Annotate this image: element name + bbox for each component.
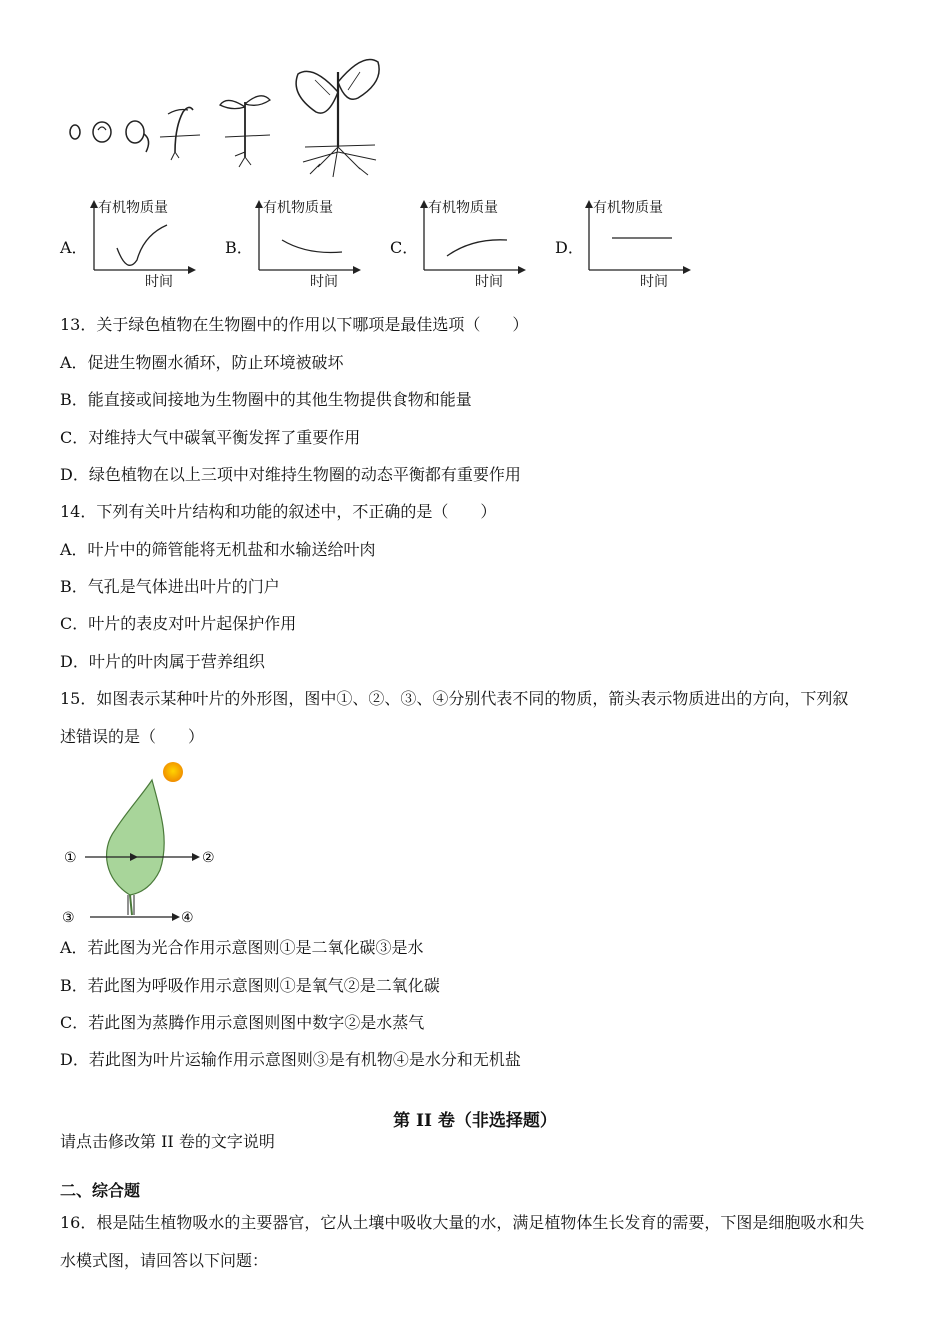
- x-axis-label: 时间: [640, 274, 668, 290]
- x-axis-arrow: [353, 266, 361, 274]
- trend-curve: [117, 225, 167, 265]
- y-axis-label: 有机物质量: [98, 200, 168, 216]
- label-2: ②: [202, 850, 215, 866]
- q12-option-a[interactable]: [60, 195, 210, 290]
- x-axis-arrow: [188, 266, 196, 274]
- option-letter: D．: [555, 238, 584, 257]
- q13-option-c[interactable]: C．对维持大气中碳氧平衡发挥了重要作用: [60, 428, 361, 447]
- y-axis-arrow: [90, 200, 98, 208]
- section-heading: 二、综合题: [60, 1181, 141, 1200]
- q15-option-d[interactable]: D．若此图为叶片运输作用示意图则③是有机物④是水分和无机盐: [60, 1050, 521, 1069]
- q14-option-d[interactable]: D．叶片的叶肉属于营养组织: [60, 652, 265, 671]
- q12-option-c[interactable]: [390, 195, 540, 290]
- y-axis-label: 有机物质量: [428, 200, 498, 216]
- q13-option-d[interactable]: D．绿色植物在以上三项中对维持生物圈的动态平衡都有重要作用: [60, 465, 521, 484]
- label-4: ④: [181, 910, 194, 926]
- leaf-shape: [107, 780, 165, 895]
- y-axis-arrow: [255, 200, 263, 208]
- label-1: ①: [64, 850, 77, 866]
- q12-option-b[interactable]: [225, 195, 375, 290]
- label-3: ③: [62, 910, 75, 926]
- trend-curve: [282, 240, 342, 253]
- seedling-growth-illustration: [60, 52, 420, 182]
- q15-stem-line1: 15．如图表示某种叶片的外形图，图中①、②、③、④分别代表不同的物质，箭头表示物质进出的方向，下列叙: [60, 689, 849, 708]
- q14-option-b[interactable]: B．气孔是气体进出叶片的门户: [60, 577, 280, 596]
- q15-option-a[interactable]: A．若此图为光合作用示意图则①是二氧化碳③是水: [60, 938, 424, 957]
- part2-note[interactable]: 请点击修改第 II 卷的文字说明: [60, 1132, 275, 1151]
- q14-option-a[interactable]: A．叶片中的筛管能将无机盐和水输送给叶肉: [60, 540, 376, 559]
- y-axis-label: 有机物质量: [593, 200, 663, 216]
- q15-option-c[interactable]: C．若此图为蒸腾作用示意图则图中数字②是水蒸气: [60, 1013, 425, 1032]
- q15-option-b[interactable]: B．若此图为呼吸作用示意图则①是氧气②是二氧化碳: [60, 976, 440, 995]
- q13-option-b[interactable]: B．能直接或间接地为生物圈中的其他生物提供食物和能量: [60, 390, 472, 409]
- y-axis-arrow: [585, 200, 593, 208]
- option-letter: B．: [225, 238, 253, 257]
- trend-curve: [447, 240, 507, 256]
- q13-option-a[interactable]: A．促进生物圈水循环，防止环境被破坏: [60, 353, 344, 372]
- q14-stem: 14．下列有关叶片结构和功能的叙述中，不正确的是（ ）: [60, 502, 497, 521]
- q15-stem-line2: 述错误的是（ ）: [60, 727, 205, 746]
- leaf-diagram: [60, 755, 230, 930]
- y-axis-arrow: [420, 200, 428, 208]
- x-axis-label: 时间: [145, 274, 173, 290]
- x-axis-arrow: [683, 266, 691, 274]
- q12-option-d[interactable]: [555, 195, 705, 290]
- x-axis-label: 时间: [475, 274, 503, 290]
- y-axis-label: 有机物质量: [263, 200, 333, 216]
- sun-icon: [163, 762, 183, 782]
- part2-title: 第 II 卷（非选择题）: [393, 1111, 557, 1131]
- q14-option-c[interactable]: C．叶片的表皮对叶片起保护作用: [60, 614, 297, 633]
- leaf-svg: [60, 755, 230, 930]
- q16-line2: 水模式图，请回答以下问题：: [60, 1251, 269, 1270]
- option-letter: C．: [390, 238, 419, 257]
- x-axis-label: 时间: [310, 274, 338, 290]
- option-letter: A．: [60, 238, 88, 257]
- q13-stem: 13．关于绿色植物在生物圈中的作用以下哪项是最佳选项（ ）: [60, 315, 529, 334]
- q16-line1: 16．根是陆生植物吸水的主要器官，它从土壤中吸收大量的水，满足植物体生长发育的需要，下图是细胞吸水和失: [60, 1213, 865, 1232]
- x-axis-arrow: [518, 266, 526, 274]
